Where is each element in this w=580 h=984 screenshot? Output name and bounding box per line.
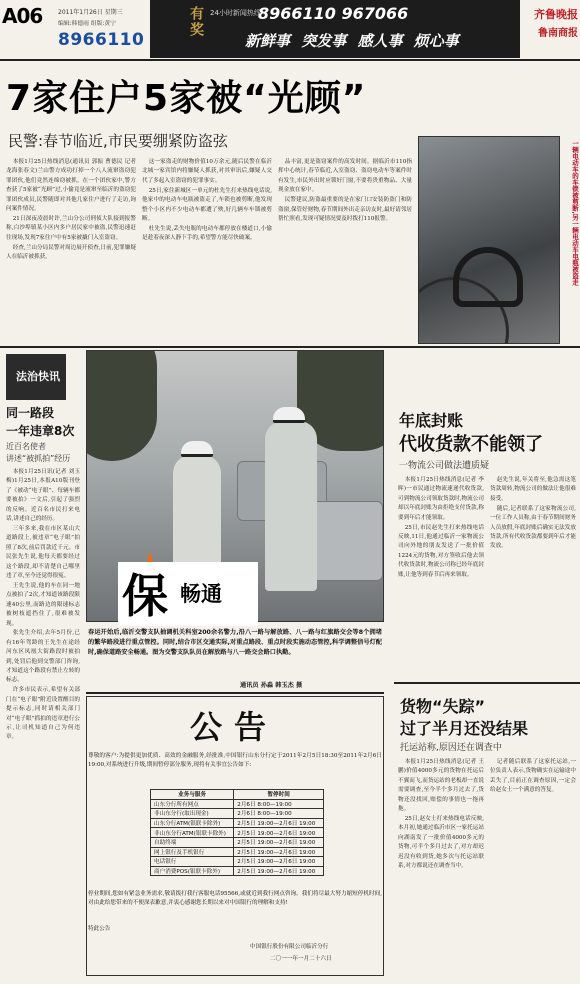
section-rule — [394, 682, 580, 684]
paragraph: 三年多来,我在市区某山大道路段上,被违章“电子眼”拍照了8次,前后罚款近千元。市民张先生说,他每天都要经过这个路段,却不清楚自己哪里违了章,至今还觉得很冤。 — [6, 525, 80, 579]
right-story-1-column-1 — [398, 476, 484, 676]
paragraph: 25日,赵女士打来热线电话反映,本月初,她通过临沂市区一家托运站向湖南发了一批价值4000多元的货物,可半个多月过去了,对方却迟迟没有收到货,她多次与托运站联系,对方都说还在调查当中。 — [398, 815, 484, 869]
table-row — [151, 809, 324, 819]
top-story-column-2 — [142, 158, 272, 344]
paragraph: 随后,记者联系了这家物流公司,一位工作人员称,由于春节期间财务人员放假,年底封账后确实无法发放货款,所有代收货款都要到年后才能发放。 — [490, 505, 576, 550]
table-cell: 商户消费POS(银联卡除外) — [151, 866, 234, 876]
table-cell: 2月6日 8:00—19:00 — [234, 799, 324, 809]
paragraph: 杜先生说,丢失电瓶的电动车都停放在楼道口,小偷是趁着夜深人静下手的,希望警方能尽快破案。 — [142, 225, 272, 242]
right-story-1-title-line-2: 代收货款不能领了 — [399, 434, 543, 455]
police-cap-shape — [181, 441, 213, 457]
table-cell: 2月5日 19:00—2月6日 19:00 — [234, 866, 324, 876]
table-cell: 2月6日 8:00—19:00 — [234, 809, 324, 819]
masthead-rule — [0, 59, 580, 61]
table-cell: 自助终端 — [151, 837, 234, 847]
traffic-photo-caption: 春运开始后,临沂交警支队抽调机关科室200余名警力,沿八一路与解放路、八一路与红旗路交会等8个拥堵的繁华路段进行重点管控。同时,结合市区交通实际,对重点路段、重点时段实施动态管控,科学调整信号灯配时,确保道路安全畅通。图为交警支队队员在解放路与八一路交会路口执勤。 — [88, 629, 382, 656]
table-cell: 山东分行ATM(银联卡除外) — [151, 818, 234, 828]
table-row — [151, 799, 324, 809]
paragraph: 品丰富,更是盗窃案件的高发时间。据临沂市110指挥中心统计,春节临近,入室盗窃、盗窃电动车等案件时有发生,市民外出时应锁好门窗,不要将贵重物品、大量现金放在家中。 — [278, 159, 412, 194]
notice-title: 公告 — [190, 708, 279, 746]
photo-title-big-char: 保 — [122, 569, 168, 623]
table-row — [151, 866, 324, 876]
right-story-2-subtitle: 托运站称,原因还在调查中 — [400, 743, 502, 753]
right-story-2-title-line-1: 货物“失踪” — [400, 697, 486, 716]
suspension-table — [150, 789, 324, 876]
table-header-row — [151, 790, 324, 800]
notice-outro: 停业期间,您如有紧急业务需求,敬请拨打我行客服电话95566,或就近到我行网点咨询。我们将尽最大努力缩短停机时间,对由此给您带来的不便深表歉意,并衷心感谢您长期以来对中国银行的理解和支持! — [88, 891, 382, 907]
column-header: 业务与服务 — [151, 790, 234, 800]
paragraph: 这一家盗走的财物价值10万余元,随后民警在临沂北城一家宾馆内将嫌疑人抓获,对其审讯后,嫌疑人交代了多起入室盗窃的犯罪事实。 — [142, 159, 272, 184]
paragraph: 许多市民表示,希望有关部门在“电子眼”附近设置醒目的提示标志,同时请相关部门对“电子眼”抓拍的违章进行公示,让司机知道自己为何违章。 — [6, 687, 80, 741]
table-cell: 非山东分行ATM(银联卡除外) — [151, 828, 234, 838]
paragraph: 本报1月25日热线消息(记者 王鹏)价值4000多元的货物在托运后不翼而飞,而货运站的老板却一直说需要调查,至今半个多月过去了,货物还没找回,赔偿的事情也一拖再拖。 — [398, 759, 484, 813]
paragraph: 本报1月25日热线消息(通讯员 郭振 曹德民 记者 龙海张春文)兰山警方成功打掉一个八人流窜盗窃犯罪团伙,他们竟然连绵窃被抓。在一个团伙家中,警方查获了5家被“光顾”过,小偷竟是流窜至临沂的盗窃犯罪团伙成员,民警随即对其他几家住户进行了走访,询问案件情况。 — [6, 159, 136, 213]
banner-slogan: 新鲜事 突发事 感人事 烦心事 — [245, 32, 459, 50]
table-cell: 网上银行及手机银行 — [151, 847, 234, 857]
paragraph: 经查,兰山分局民警对周边展开侦查,日前,犯罪嫌疑人在临沂被抓获。 — [6, 244, 136, 261]
left-story-title-line-1: 同一路段 — [6, 406, 55, 420]
table-row — [151, 857, 324, 867]
notice-issuer: 中国银行股份有限公司临沂分行 — [250, 944, 329, 950]
table-row — [151, 847, 324, 857]
news-hotline-banner — [150, 0, 520, 58]
banner-bonus: 有奖 — [188, 6, 204, 38]
left-story-body — [6, 468, 80, 980]
table-cell: 山东分行所有网点 — [151, 799, 234, 809]
hotline-number: 8966110 — [58, 30, 145, 50]
photo-title-word: 畅通 — [180, 582, 222, 606]
banner-hint: 24小时新闻热线 — [210, 9, 261, 17]
brand-name: 齐鲁晚报 — [534, 8, 578, 21]
table-cell: 2月5日 19:00—2月6日 19:00 — [234, 818, 324, 828]
editors-line: 编辑:韩德雨 组版:黄宁 — [58, 21, 116, 27]
top-story-subhead: 民警:春节临近,市民要绷紧防盗弦 — [8, 132, 228, 150]
left-story-title-line-2: 一年违章8次 — [6, 424, 75, 438]
paragraph: 本报1月25日热线消息(记者 李晖)一市民通过物流速递代收货款,可到物流公司领取货款时,物流公司却以年底封账为由拒绝支付货款,称要到年后才能领取。 — [398, 477, 484, 521]
table-row — [151, 828, 324, 838]
police-officer-shape — [265, 421, 317, 591]
paragraph: 25日,市民赵先生打来热线电话反映,11日,他通过临沂一家物流公司向外地的朋友发送了一批价值1224元的货物,对方签收后他去领代收货款时,物流公司称已经年底封账,让他等到春节后再来领取。 — [398, 524, 484, 578]
paragraph: 21日深夜凌晨时许,兰山分公司刑侦大队接到报警称,白沙埠镇某小区内多户居民家中被盗,民警迅速赶往现场,发现7家住户中有5家被撬门入室盗窃。 — [6, 215, 136, 241]
section-rule — [86, 692, 384, 694]
right-story-2-column-1 — [398, 758, 484, 980]
paragraph: 记者随后联系了这家托运站,一位负责人表示,货物确实在运输途中丢失了,目前正在调查原因,一定会给赵女士一个满意的答复。 — [490, 759, 576, 794]
paragraph: 本报1月25日讯(记者 刘玉梅)1月25日,本报A10版刊登了《被动“电子眼”、每辆车都要被拍》一文后,引起了强烈的反响。近百名市民打来电话,讲述自己的经历。 — [6, 469, 80, 523]
table-cell: 2月5日 19:00—2月6日 19:00 — [234, 857, 324, 867]
paragraph: 王先生说,他的车在同一地点被拍了2次,才知道该路段限速40公里,而路边的限速标志被树枝遮挡住了,很难被发现。 — [6, 582, 80, 627]
section-tag-label: 法治快讯 — [16, 370, 60, 383]
paragraph: 赵先生说,年关将至,他急需这笔货款周转,物流公司的做法让他很难接受。 — [490, 477, 576, 502]
banner-telephone: 8966110 967066 — [258, 4, 409, 23]
page-number: A06 — [2, 4, 43, 28]
tree-shape — [86, 350, 157, 461]
table-row — [151, 818, 324, 828]
notice-intro: 尊敬的客户:为提供更加优质、高效的金融服务,经批准,中国银行山东分行定于2011年2月5日18:30至2011年2月6日19:00,对系统进行升级,期间暂停部分服务,现将有关事宜公告如下: — [88, 753, 382, 769]
table-cell: 2月5日 19:00—2月6日 19:00 — [234, 837, 324, 847]
notice-closing: 特此公告 — [88, 926, 111, 932]
top-story-photo-caption: 一辆电动车的车锁被剪断,另一辆电动车电瓶被盗走 — [571, 140, 579, 286]
date-line: 2011年1月26日 星期三 — [58, 9, 123, 16]
right-story-1-subtitle: 一物流公司做法遭质疑 — [399, 461, 490, 471]
right-story-2-column-2 — [490, 758, 576, 980]
top-story-column-1 — [6, 158, 136, 344]
left-story-subtitle-2: 讲述“被抓拍”经历 — [6, 454, 71, 463]
notice-date: 二〇一一年一月二十六日 — [270, 956, 332, 962]
right-story-1-title-line-1: 年底封账 — [399, 411, 464, 430]
table-row — [151, 837, 324, 847]
top-story-column-3 — [278, 158, 412, 344]
table-cell: 电话银行 — [151, 857, 234, 867]
right-story-1-column-2 — [490, 476, 576, 676]
brand-edition: 鲁南商报 — [538, 28, 578, 39]
paragraph: 民警建议,防盗最重要的是在家门口安装防盗门和防盗窗,保管好财物,春节期间外出走亲访友时,最好请邻居帮忙照看,发现可疑情况要及时拨打110报警。 — [278, 197, 412, 222]
column-header: 暂停时间 — [234, 790, 324, 800]
top-story-photo — [418, 136, 560, 344]
table-cell: 非山东分行(取出现金) — [151, 809, 234, 819]
left-story-subtitle-1: 近百名使者 — [6, 442, 46, 451]
section-tag — [6, 354, 66, 400]
section-rule — [0, 346, 580, 348]
top-story-headline: 7家住户5家被“光顾” — [6, 78, 367, 119]
table-cell: 2月5日 19:00—2月6日 19:00 — [234, 828, 324, 838]
paragraph: 张先生介绍,去年5月份,已有16年驾龄的王先生在途经河东区凤凰大街路段时被拍到,处罚后他到交警部门咨询,才知道这个路段有禁止左转的标志。 — [6, 630, 80, 684]
cut-lock-shape — [453, 247, 523, 307]
table-cell: 2月5日 19:00—2月6日 19:00 — [234, 847, 324, 857]
newspaper-brand — [524, 6, 578, 39]
police-cap-shape — [273, 407, 305, 423]
paragraph: 25日,家住新城区一单元的杜先生打来热线电话说,他家中的电动车电瓶被盗走了,车锁也被剪断,他发现整个小区内不少电动车都遭了殃,好几辆车车锁被剪断。 — [142, 187, 272, 222]
photo-credit: 通讯员 孙淼 韩玉杰 摄 — [240, 682, 303, 689]
right-story-2-title-line-2: 过了半月还没结果 — [400, 719, 529, 738]
